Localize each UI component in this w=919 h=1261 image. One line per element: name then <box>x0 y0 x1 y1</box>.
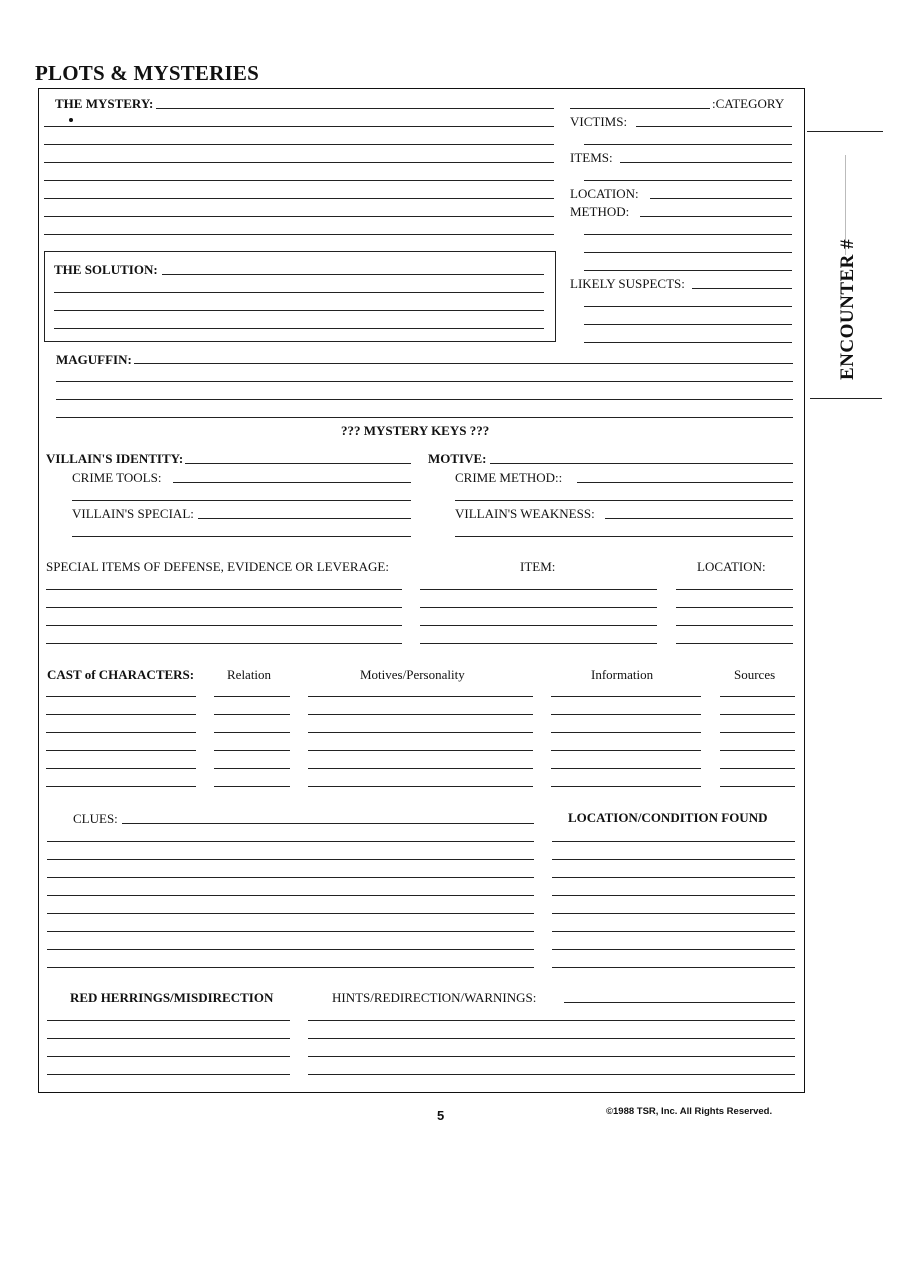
red-herring-line[interactable] <box>47 1056 290 1057</box>
relation-line[interactable] <box>214 732 290 733</box>
location-label: LOCATION: <box>570 186 639 201</box>
motive-label: MOTIVE: <box>428 451 487 466</box>
sources-line[interactable] <box>720 714 795 715</box>
bullet-mark <box>69 118 73 122</box>
information-line[interactable] <box>551 714 701 715</box>
information-line[interactable] <box>551 750 701 751</box>
location-found-line[interactable] <box>552 967 795 968</box>
page-title: PLOTS & MYSTERIES <box>35 61 259 85</box>
likely-suspects-label: LIKELY SUSPECTS: <box>570 276 685 291</box>
method-line[interactable] <box>584 234 792 235</box>
location-line[interactable] <box>650 198 792 199</box>
clue-line[interactable] <box>47 913 534 914</box>
maguffin-line[interactable] <box>56 417 793 418</box>
crime-method-line[interactable] <box>577 482 793 483</box>
red-herring-line[interactable] <box>47 1038 290 1039</box>
relation-line[interactable] <box>214 714 290 715</box>
motives-line[interactable] <box>308 750 533 751</box>
sidebar-rule-bottom <box>810 398 882 399</box>
red-herring-line[interactable] <box>47 1074 290 1075</box>
clue-line[interactable] <box>47 967 534 968</box>
clue-line[interactable] <box>47 895 534 896</box>
clue-line[interactable] <box>47 949 534 950</box>
victims-label: VICTIMS: <box>570 114 628 129</box>
location-found-line[interactable] <box>552 859 795 860</box>
method-label: METHOD: <box>570 204 630 219</box>
mystery-line[interactable] <box>44 162 554 163</box>
location-line[interactable] <box>676 589 793 590</box>
crime-method-line[interactable] <box>455 500 793 501</box>
clue-line[interactable] <box>47 877 534 878</box>
red-herring-line[interactable] <box>47 1020 290 1021</box>
sources-line[interactable] <box>720 750 795 751</box>
special-item-line[interactable] <box>46 589 402 590</box>
information-column: Information <box>591 667 654 682</box>
information-line[interactable] <box>551 786 701 787</box>
maguffin-line[interactable] <box>134 363 793 364</box>
cast-name-line[interactable] <box>46 696 196 697</box>
location-found-line[interactable] <box>552 841 795 842</box>
item-line[interactable] <box>420 625 657 626</box>
solution-line[interactable] <box>54 292 544 293</box>
solution-line[interactable] <box>162 274 544 275</box>
villains-weakness-line[interactable] <box>455 536 793 537</box>
relation-line[interactable] <box>214 750 290 751</box>
item-line[interactable] <box>420 607 657 608</box>
mystery-line[interactable] <box>44 180 554 181</box>
sources-line[interactable] <box>720 696 795 697</box>
item-line[interactable] <box>420 643 657 644</box>
motive-line[interactable] <box>490 463 793 464</box>
hints-line[interactable] <box>564 1002 795 1003</box>
special-items-label: SPECIAL ITEMS OF DEFENSE, EVIDENCE OR LEVERAGE: <box>46 559 389 574</box>
solution-line[interactable] <box>54 328 544 329</box>
victims-line[interactable] <box>584 144 792 145</box>
villains-weakness-label: VILLAIN'S WEAKNESS: <box>455 506 595 521</box>
items-line[interactable] <box>620 162 792 163</box>
suspects-line[interactable] <box>584 342 792 343</box>
mystery-keys-header: ??? MYSTERY KEYS ??? <box>341 423 490 438</box>
crime-tools-line[interactable] <box>72 500 411 501</box>
method-line[interactable] <box>584 252 792 253</box>
mystery-line[interactable] <box>44 126 554 127</box>
location-found-line[interactable] <box>552 949 795 950</box>
special-location-column: LOCATION: <box>697 559 766 574</box>
clue-line[interactable] <box>122 823 534 824</box>
special-item-line[interactable] <box>46 643 402 644</box>
location-found-label: LOCATION/CONDITION FOUND <box>568 810 768 825</box>
method-line[interactable] <box>640 216 792 217</box>
cast-name-line[interactable] <box>46 768 196 769</box>
information-line[interactable] <box>551 732 701 733</box>
motives-column: Motives/Personality <box>360 667 465 682</box>
information-line[interactable] <box>551 768 701 769</box>
crime-method-label: CRIME METHOD:: <box>455 470 563 485</box>
relation-column: Relation <box>227 667 272 682</box>
cast-name-line[interactable] <box>46 786 196 787</box>
copyright-notice: ©1988 TSR, Inc. All Rights Reserved. <box>606 1106 773 1117</box>
mystery-line[interactable] <box>44 216 554 217</box>
clues-label: CLUES: <box>73 811 118 826</box>
victims-line[interactable] <box>636 126 792 127</box>
mystery-line[interactable] <box>44 234 554 235</box>
clue-line[interactable] <box>47 841 534 842</box>
form-frame <box>38 88 805 1093</box>
solution-line[interactable] <box>54 310 544 311</box>
maguffin-label: MAGUFFIN: <box>56 352 132 367</box>
motives-line[interactable] <box>308 714 533 715</box>
sources-line[interactable] <box>720 786 795 787</box>
villains-special-line[interactable] <box>72 536 411 537</box>
crime-tools-label: CRIME TOOLS: <box>72 470 162 485</box>
cast-name-line[interactable] <box>46 732 196 733</box>
relation-line[interactable] <box>214 768 290 769</box>
special-item-line[interactable] <box>46 607 402 608</box>
relation-line[interactable] <box>214 696 290 697</box>
villains-special-line[interactable] <box>198 518 411 519</box>
cast-name-line[interactable] <box>46 750 196 751</box>
hints-label: HINTS/REDIRECTION/WARNINGS: <box>332 990 537 1005</box>
category-line[interactable] <box>570 108 710 109</box>
suspects-line[interactable] <box>692 288 792 289</box>
crime-tools-line[interactable] <box>173 482 411 483</box>
motives-line[interactable] <box>308 696 533 697</box>
maguffin-line[interactable] <box>56 399 793 400</box>
encounter-label: ENCOUNTER # <box>837 238 858 380</box>
item-line[interactable] <box>420 589 657 590</box>
motives-line[interactable] <box>308 768 533 769</box>
items-label: ITEMS: <box>570 150 613 165</box>
the-mystery-label: THE MYSTERY: <box>55 96 154 111</box>
relation-line[interactable] <box>214 786 290 787</box>
special-item-line[interactable] <box>46 625 402 626</box>
mystery-line[interactable] <box>156 108 554 109</box>
red-herrings-label: RED HERRINGS/MISDIRECTION <box>70 990 274 1005</box>
suspects-line[interactable] <box>584 324 792 325</box>
location-found-line[interactable] <box>552 931 795 932</box>
villains-weakness-line[interactable] <box>605 518 793 519</box>
villains-identity-label: VILLAIN'S IDENTITY: <box>46 451 184 466</box>
location-line[interactable] <box>676 625 793 626</box>
villains-identity-line[interactable] <box>185 463 411 464</box>
sources-column: Sources <box>734 667 776 682</box>
category-label: :CATEGORY <box>712 96 785 111</box>
the-solution-label: THE SOLUTION: <box>54 262 158 277</box>
sources-line[interactable] <box>720 732 795 733</box>
location-line[interactable] <box>676 607 793 608</box>
hints-line[interactable] <box>308 1074 795 1075</box>
location-line[interactable] <box>676 643 793 644</box>
location-found-line[interactable] <box>552 877 795 878</box>
information-line[interactable] <box>551 696 701 697</box>
hints-line[interactable] <box>308 1020 795 1021</box>
mystery-line[interactable] <box>44 198 554 199</box>
hints-line[interactable] <box>308 1038 795 1039</box>
page-number: 5 <box>437 1108 445 1123</box>
clue-line[interactable] <box>47 859 534 860</box>
suspects-line[interactable] <box>584 306 792 307</box>
cast-label: CAST of CHARACTERS: <box>47 667 195 682</box>
special-item-column: ITEM: <box>520 559 556 574</box>
cast-name-line[interactable] <box>46 714 196 715</box>
sources-line[interactable] <box>720 768 795 769</box>
mystery-line[interactable] <box>44 144 554 145</box>
location-found-line[interactable] <box>552 895 795 896</box>
maguffin-line[interactable] <box>56 381 793 382</box>
sidebar-rule-top <box>807 131 883 132</box>
clue-line[interactable] <box>47 931 534 932</box>
method-line[interactable] <box>584 270 792 271</box>
villains-special-label: VILLAIN'S SPECIAL: <box>72 506 194 521</box>
items-line[interactable] <box>584 180 792 181</box>
motives-line[interactable] <box>308 732 533 733</box>
hints-line[interactable] <box>308 1056 795 1057</box>
location-found-line[interactable] <box>552 913 795 914</box>
motives-line[interactable] <box>308 786 533 787</box>
